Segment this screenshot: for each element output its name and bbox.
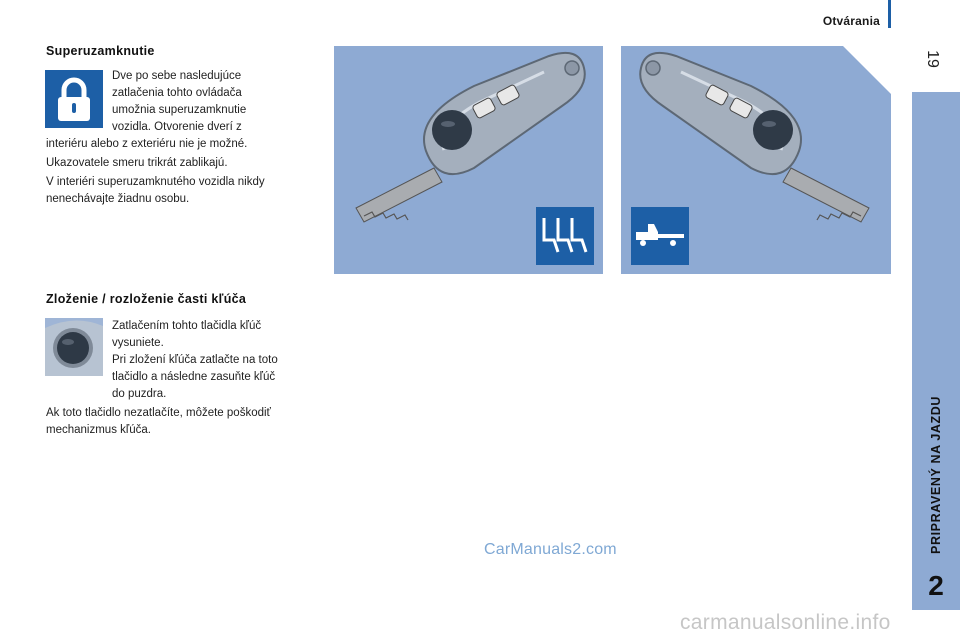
header-accent-bar: [888, 0, 891, 28]
key-fob-left: [424, 53, 585, 174]
side-tab-label: PRIPRAVENÝ NA JAZDU: [929, 396, 943, 554]
s2-p2c: do puzdra.: [112, 388, 167, 400]
chapter-number: 2: [928, 570, 944, 601]
s1-para-3b: nenechávajte žiadnu osobu.: [46, 193, 190, 205]
section-title: Otvárania: [822, 14, 880, 28]
s2-p2a: Pri zložení kľúča zatlačte na toto: [112, 354, 278, 366]
heading-key-fold: Zloženie / rozloženie časti kľúča: [46, 292, 247, 306]
key-figure-right: [621, 46, 891, 274]
s2-p3a: Ak toto tlačidlo nezatlačíte, môžete poškodiť: [46, 407, 271, 419]
key-blade-left: [356, 168, 442, 222]
heading-superuzamknutie: Superuzamknutie: [46, 44, 155, 58]
s2-p2b: tlačidlo a následne zasuňte kľúč: [112, 371, 276, 383]
key-release-button-image: [45, 318, 103, 376]
truck-icon: [631, 207, 689, 265]
s1-line-3: umožnia superuzamknutie: [112, 104, 247, 116]
page-number: 19: [924, 50, 941, 68]
footer-watermark: carmanualsonline.info: [680, 611, 891, 634]
key-figure-left: [334, 46, 603, 274]
watermark-carmanuals: CarManuals2.com: [484, 541, 617, 558]
s1-line-5: interiéru alebo z exteriéru nie je možné.: [46, 138, 248, 150]
side-tab-label-wrap: [912, 92, 960, 562]
s1-line-2: zatlačenia tohto ovládača: [112, 87, 242, 99]
s1-para-3a: V interiéri superuzamknutého vozidla nikdy: [46, 176, 265, 188]
s1-line-1: Dve po sebe nasledujúce: [112, 70, 242, 82]
s2-p1a: Zatlačením tohto tlačidla kľúč: [112, 320, 262, 332]
s1-para-2: Ukazovatele smeru trikrát zablikajú.: [46, 157, 228, 169]
s1-line-4: vozidla. Otvorenie dverí z: [112, 121, 242, 133]
lock-icon: [45, 70, 103, 128]
seats-icon: [536, 207, 594, 265]
s2-p3b: mechanizmus kľúča.: [46, 424, 151, 436]
s2-p1b: vysuniete.: [112, 337, 164, 349]
